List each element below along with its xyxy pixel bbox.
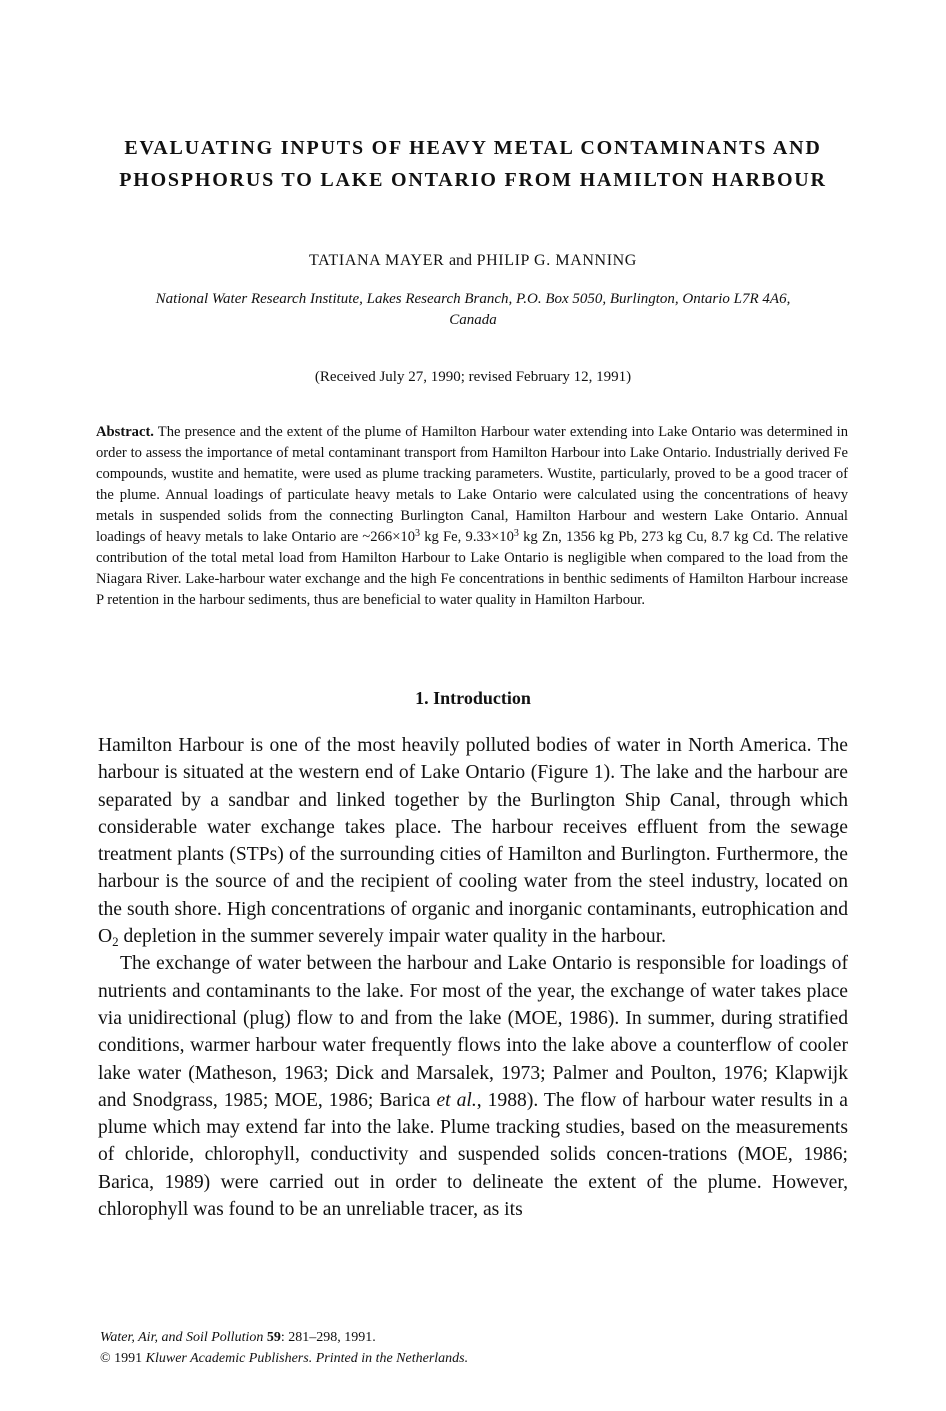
abstract-text-2: kg Fe, 9.33×10: [420, 529, 514, 545]
affiliation-line-2: Canada: [449, 312, 497, 328]
abstract-label: Abstract.: [96, 424, 154, 440]
journal-volume: 59: [266, 1330, 281, 1345]
title-line-2: PHOSPHORUS TO LAKE ONTARIO FROM HAMILTON HARBOUR: [119, 169, 827, 191]
copyright-year: © 1991: [100, 1351, 143, 1366]
abstract-exponent-2: 3: [513, 528, 519, 539]
paper-title: [60, 132, 886, 196]
author-2: PHILIP G. MANNING: [476, 252, 637, 269]
paragraph-1-text-2: depletion in the summer severely impair water quality in the harbour.: [118, 926, 667, 948]
journal-name: Water, Air, and Soil Pollution: [100, 1330, 264, 1345]
body-text: [98, 732, 848, 1223]
abstract-text-1: The presence and the extent of the plume of Hamilton Harbour water extending into Lake Ontario was determined in order to assess the importance of metal contaminant transport from Hamilton Harbour into Lake Ontario. Industrially derived Fe compounds, wustite and hematite, were used as plume tracking parameters. Wustite, particularly, proved to be a good tracer of the plume. Annual loadings of particulate heavy metals to Lake Ontario were calculated using the concentrations of heavy metals in suspended solids from the connecting Burlington Canal, Hamilton Harbour and western Lake Ontario. Annual loadings of heavy metals to lake Ontario are ~266×10: [96, 424, 848, 545]
affiliation-line-1: National Water Research Institute, Lakes Research Branch, P.O. Box 5050, Burlington, Ontario L7R 4A6,: [155, 291, 791, 307]
paragraph-1: [98, 732, 848, 950]
oxygen-subscript: 2: [112, 934, 119, 950]
citation-line: [100, 1327, 880, 1348]
paragraph-1-text-1: Hamilton Harbour is one of the most heavily polluted bodies of water in North America. The harbour is situated at the western end of Lake Ontario (Figure 1). The lake and the harbour are separated by a sandbar and linked together by the Burlington Ship Canal, through which considerable water exchange takes place. The harbour receives effluent from the sewage treatment plants (STPs) of the surrounding cities of Hamilton and Burlington. Furthermore, the harbour is the source of and the recipient of cooling water from the steel industry, located on the south shore. High concentrations of organic and inorganic contaminants, eutrophication and O: [98, 735, 848, 948]
copyright-line: [100, 1348, 880, 1369]
paragraph-2-text-2: , 1988). The flow of harbour water results in a plume which may extend far into the lake. Plume tracking studies, based on the measurements of chloride, chlorophyll, conductivity and suspended solids concen-trations (MOE, 1986; Barica, 1989) were carried out in order to delineate the extent of the plume. However, chlorophyll was found to be an unreliable tracer, as its: [98, 1089, 848, 1221]
author-conjunction: and: [448, 252, 473, 269]
et-al: et al.: [436, 1089, 477, 1111]
affiliation: [80, 289, 866, 331]
paragraph-2: [98, 950, 848, 1223]
page-footer: [100, 1327, 880, 1369]
journal-pages: : 281–298, 1991.: [280, 1330, 376, 1345]
publisher: Kluwer Academic Publishers. Printed in the Netherlands.: [145, 1351, 469, 1366]
paragraph-2-text-1: The exchange of water between the harbour and Lake Ontario is responsible for loadings of nutrients and contaminants to the lake. For most of the year, the exchange of water takes place via unidirectional (plug) flow to and from the lake (MOE, 1986). In summer, during stratified conditions, warmer harbour water frequently flows into the lake above a counterflow of cooler lake water (Matheson, 1963; Dick and Marsalek, 1973; Palmer and Poulton, 1976; Klapwijk and Snodgrass, 1985; MOE, 1986; Barica: [98, 953, 848, 1111]
author-list: [60, 252, 886, 270]
abstract-text-3: kg Zn, 1356 kg Pb, 273 kg Cu, 8.7 kg Cd. The relative contribution of the total metal load from Hamilton Harbour to Lake Ontario is negligible when compared to the load from the Niagara River. Lake-harbour water exchange and the high Fe concentrations in benthic sediments of Hamilton Harbour increase P retention in the harbour sediments, thus are beneficial to water quality in Hamilton Harbour.: [96, 529, 848, 608]
abstract-exponent-1: 3: [415, 528, 421, 539]
section-heading-introduction: 1. Introduction: [415, 688, 531, 708]
abstract: [96, 422, 848, 611]
title-line-1: EVALUATING INPUTS OF HEAVY METAL CONTAMINANTS AND: [124, 137, 822, 159]
author-1: TATIANA MAYER: [309, 252, 445, 269]
received-dates: (Received July 27, 1990; revised February 12, 1991): [314, 369, 632, 385]
